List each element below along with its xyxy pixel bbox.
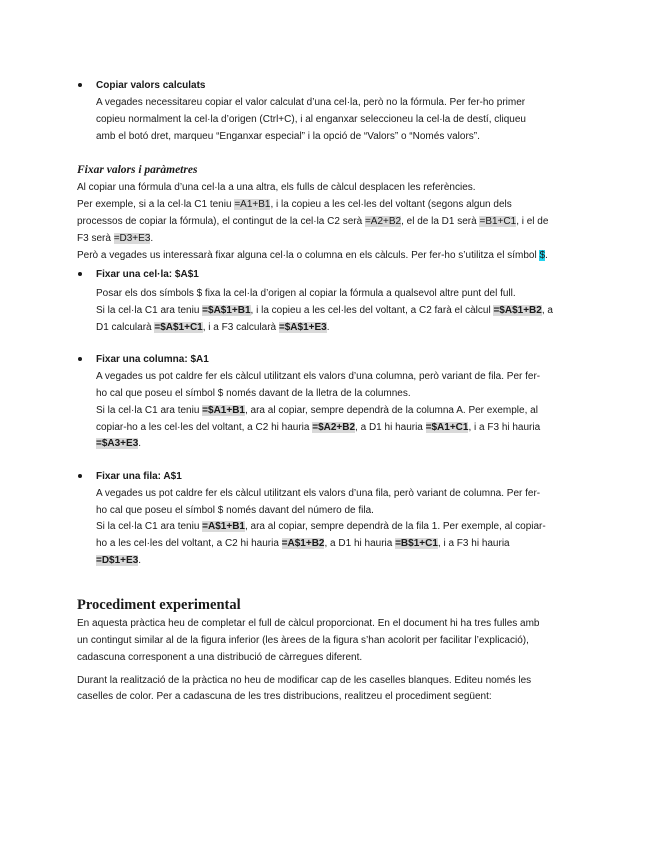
cell-text: , i a F3 calcularà [202,322,277,333]
formula-c2: =A2+B2 [364,216,402,227]
cell-formula-1: =$A$1+B1 [202,305,251,316]
column-text: copiar-ho a les cel·les del voltant, a C2 hi hauria [96,422,310,433]
cell-text: Si la cel·la C1 ara teniu [96,305,200,316]
procedure-p2-line-2: caselles de color. Per a cadascuna de les tres distribucions, realitzeu el procediment següent: [77,691,492,702]
column-line-2: ho cal que poseu el símbol $ només davant de la lletra de la columnes. [96,388,411,399]
column-text: , ara al copiar, sempre dependrà de la columna A. Per exemple, al [244,405,538,416]
bullet-column [78,357,82,361]
procedure-p2-line-1: Durant la realització de la pràctica no heu de modificar cap de les caselles blanques. Editeu només les [77,675,532,686]
procedure-p1-line-1: En aquesta pràctica heu de completar el full de càlcul proporcionat. En el document hi ha tres fulles amb [77,618,540,629]
column-text: . [138,438,142,449]
row-formula-4: =D$1+E3 [96,555,139,566]
row-line-5 [96,554,141,567]
column-line-1: A vegades us pot caldre fer els càlcul utilitzant els valors d’una columna, però variant de fila. Per fer- [96,371,541,382]
column-line-3 [96,404,538,417]
cell-line-1: Posar els dos símbols $ fixa la cel·la d’origen al copiar la fórmula a qualsevol altre punt del full. [96,288,516,299]
fix-line-3 [77,215,548,228]
cell-text: D1 calcularà [96,322,152,333]
dollar-symbol: $ [539,250,546,261]
fix-line-1: Al copiar una fórmula d’una cel·la a una altra, els fulls de càlcul desplacen les referències. [77,182,476,193]
cell-text: , a [541,305,553,316]
row-text: , i a F3 hi hauria [437,538,510,549]
procedure-heading: Procediment experimental [77,597,241,613]
fix-text: . [545,250,548,261]
row-text: , ara al copiar, sempre dependrà de la fila 1. Per exemple, al copiar- [244,521,546,532]
row-text: , a D1 hi hauria [324,538,393,549]
column-formula-2: =$A2+B2 [312,422,356,433]
row-title: Fixar una fila: A$1 [96,471,182,482]
row-line-4 [96,537,510,550]
column-line-4 [96,421,540,434]
fix-text: . [150,233,154,244]
cell-formula-3: =$A$1+C1 [154,322,203,333]
fix-line-2: Per exemple, si a la cel·la C1 teniu =A1+B1, i la copieu a les cel·les del voltant (segons algun dels [77,199,512,210]
column-line-5 [96,437,141,450]
formula-c1: =A1+B1 [234,199,271,210]
fix-heading: Fixar valors i paràmetres [77,164,198,176]
row-formula-1: =A$1+B1 [202,521,245,532]
fix-line-5 [77,249,548,262]
cell-line-3 [96,321,330,334]
bullet-row [78,474,82,478]
row-line-1: A vegades us pot caldre fer els càlcul utilitzant els valors d’una fila, però variant de columna. Per fer- [96,488,541,499]
cell-formula-4: =$A$1+E3 [278,322,327,333]
fix-text: F3 serà [77,233,111,244]
fix-text: i la copieu a les cel·les del voltant (segons algun dels [276,199,512,210]
row-line-3 [96,520,546,533]
procedure-p1-line-2: un contingut similar al de la figura inferior (les àrees de la figura s’han acolorit per facilitar l’explicació), [77,635,529,646]
row-line-2: ho cal que poseu el símbol $ només davant del número de fila. [96,505,374,516]
row-text: ho a les cel·les del voltant, a C2 hi hauria [96,538,279,549]
copy-title: Copiar valors calculats [96,80,206,91]
row-text: . [138,555,142,566]
bullet-copy [78,83,82,87]
copy-line-3: amb el botó dret, marqueu “Enganxar especial” i la opció de “Valors” o “Només valors”. [96,131,480,142]
copy-line-1: A vegades necessitareu copiar el valor calculat d’una cel·la, però no la fórmula. Per fer-ho primer [96,97,526,108]
row-formula-2: =A$1+B2 [281,538,325,549]
bullet-cell [78,272,82,276]
fix-text: Per exemple, si a la cel·la C1 teniu [77,199,232,210]
row-text: Si la cel·la C1 ara teniu [96,521,200,532]
copy-line-2: copieu normalment la cel·la d’origen (Ctrl+C), i al enganxar seleccioneu la cel·la de destí, cliqueu [96,114,526,125]
column-text: , i a F3 hi hauria [468,422,541,433]
column-formula-4: =$A3+E3 [96,438,139,449]
row-formula-3: =B$1+C1 [395,538,438,549]
formula-f3: =D3+E3 [113,233,151,244]
column-title: Fixar una columna: $A1 [96,354,209,365]
fix-text: , el de la D1 serà [401,216,477,227]
column-formula-3: =$A1+C1 [425,422,469,433]
cell-title: Fixar una cel·la: $A$1 [96,269,199,280]
cell-text: . [326,322,330,333]
fix-text: Però a vegades us interessarà fixar alguna cel·la o columna en els càlculs. Per fer-ho s’utilitza el símbol [77,250,537,261]
fix-text: processos de copiar la fórmula), el contingut de la cel·la C2 serà [77,216,363,227]
column-text: Si la cel·la C1 ara teniu [96,405,200,416]
formula-d1: =B1+C1 [479,216,517,227]
column-text: , a D1 hi hauria [355,422,423,433]
cell-line-2 [96,304,553,317]
column-formula-1: =$A1+B1 [202,405,245,416]
cell-text: , i la copieu a les cel·les del voltant, a C2 farà el càlcul [250,305,491,316]
fix-line-4 [77,232,153,245]
cell-formula-2: =$A$1+B2 [493,305,542,316]
fix-text: , i el de [516,216,549,227]
procedure-p1-line-3: cadascuna corresponent a una distribució de càrregues diferent. [77,652,363,663]
